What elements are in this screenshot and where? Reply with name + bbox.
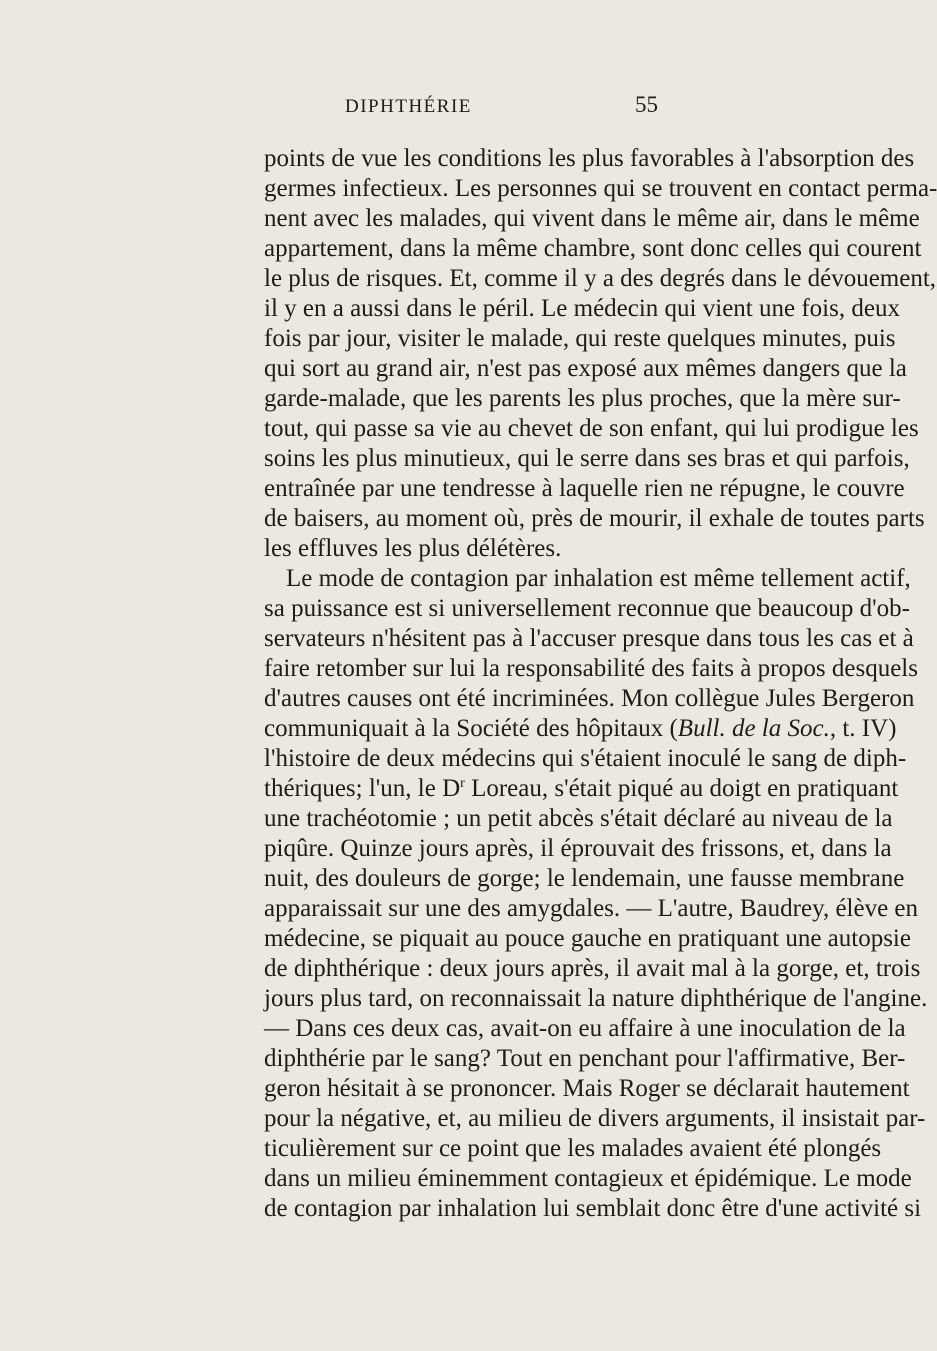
text-line: [264, 714, 897, 744]
text-line: jours plus tard, on reconnaissait la nature diphthérique de l'angine.: [264, 985, 928, 1012]
text-line: de contagion par inhalation lui semblait donc être d'une activité si: [264, 1195, 922, 1222]
text-line: de baisers, au moment où, près de mourir, il exhale de toutes parts: [264, 505, 925, 532]
text-line: appartement, dans la même chambre, sont donc celles qui courent: [264, 235, 922, 262]
text-line: piqûre. Quinze jours après, il éprouvait des frissons, et, dans la: [264, 835, 892, 862]
text-line: entraînée par une tendresse à laquelle rien ne répugne, le couvre: [264, 475, 905, 502]
text-run: , t. IV): [829, 715, 897, 742]
text-line: garde-malade, que les parents les plus proches, que la mère sur-: [264, 385, 901, 412]
text-line: tout, qui passe sa vie au chevet de son enfant, qui lui prodigue les: [264, 415, 919, 442]
text-line: nent avec les malades, qui vivent dans le même air, dans le même: [264, 205, 920, 232]
text-line: de diphthérique : deux jours après, il avait mal à la gorge, et, trois: [264, 955, 921, 982]
text-line: faire retomber sur lui la responsabilité des faits à propos desquels: [264, 655, 918, 682]
text-line: germes infectieux. Les personnes qui se trouvent en contact perma-: [264, 175, 937, 202]
text-line: apparaissait sur une des amygdales. — L'autre, Baudrey, élève en: [264, 895, 919, 922]
text-line: le plus de risques. Et, comme il y a des degrés dans le dévouement,: [264, 265, 937, 292]
text-line: nuit, des douleurs de gorge; le lendemain, une fausse membrane: [264, 865, 905, 892]
superscript: r: [460, 776, 465, 791]
text-line: [264, 774, 899, 804]
text-line: points de vue les conditions les plus favorables à l'absorption des: [264, 145, 915, 172]
running-title: DIPHTHÉRIE: [345, 96, 472, 117]
text-line: fois par jour, visiter le malade, qui reste quelques minutes, puis: [264, 325, 896, 352]
text-line: les effluves les plus délétères.: [264, 535, 562, 562]
text-line: une trachéotomie ; un petit abcès s'était déclaré au niveau de la: [264, 805, 893, 832]
text-line: sa puissance est si universellement reconnue que beaucoup d'ob-: [264, 595, 910, 622]
text-line: il y en a aussi dans le péril. Le médecin qui vient une fois, deux: [264, 295, 900, 322]
citation-italic: Bull. de la Soc.: [677, 715, 830, 742]
text-line: l'histoire de deux médecins qui s'étaient inoculé le sang de diph-: [264, 745, 907, 772]
text-line: servateurs n'hésitent pas à l'accuser presque dans tous les cas et à: [264, 625, 914, 652]
text-line: diphthérie par le sang? Tout en penchant pour l'affirmative, Ber-: [264, 1045, 906, 1072]
text-line: pour la négative, et, au milieu de divers arguments, il insistait par-: [264, 1105, 926, 1132]
text-line: soins les plus minutieux, qui le serre dans ses bras et qui parfois,: [264, 445, 910, 472]
text-line: d'autres causes ont été incriminées. Mon collègue Jules Bergeron: [264, 685, 915, 712]
text-line: médecine, se piquait au pouce gauche en pratiquant une autopsie: [264, 925, 911, 952]
text-line: Le mode de contagion par inhalation est même tellement actif,: [286, 565, 911, 592]
text-line: dans un milieu éminemment contagieux et épidémique. Le mode: [264, 1165, 912, 1192]
text-run: communiquait à la Société des hôpitaux (: [264, 715, 678, 742]
page-header: [0, 92, 800, 122]
text-run: Loreau, s'était piqué au doigt en pratiquant: [464, 775, 899, 802]
text-run: thériques; l'un, le D: [264, 775, 461, 802]
text-line: geron hésitait à se prononcer. Mais Roger se déclarait hautement: [264, 1075, 910, 1102]
text-line: qui sort au grand air, n'est pas exposé aux mêmes dangers que la: [264, 355, 907, 382]
text-line: — Dans ces deux cas, avait-on eu affaire à une inoculation de la: [264, 1015, 906, 1042]
page-number: 55: [635, 92, 658, 117]
text-line: ticulièrement sur ce point que les malades avaient été plongés: [264, 1135, 882, 1162]
